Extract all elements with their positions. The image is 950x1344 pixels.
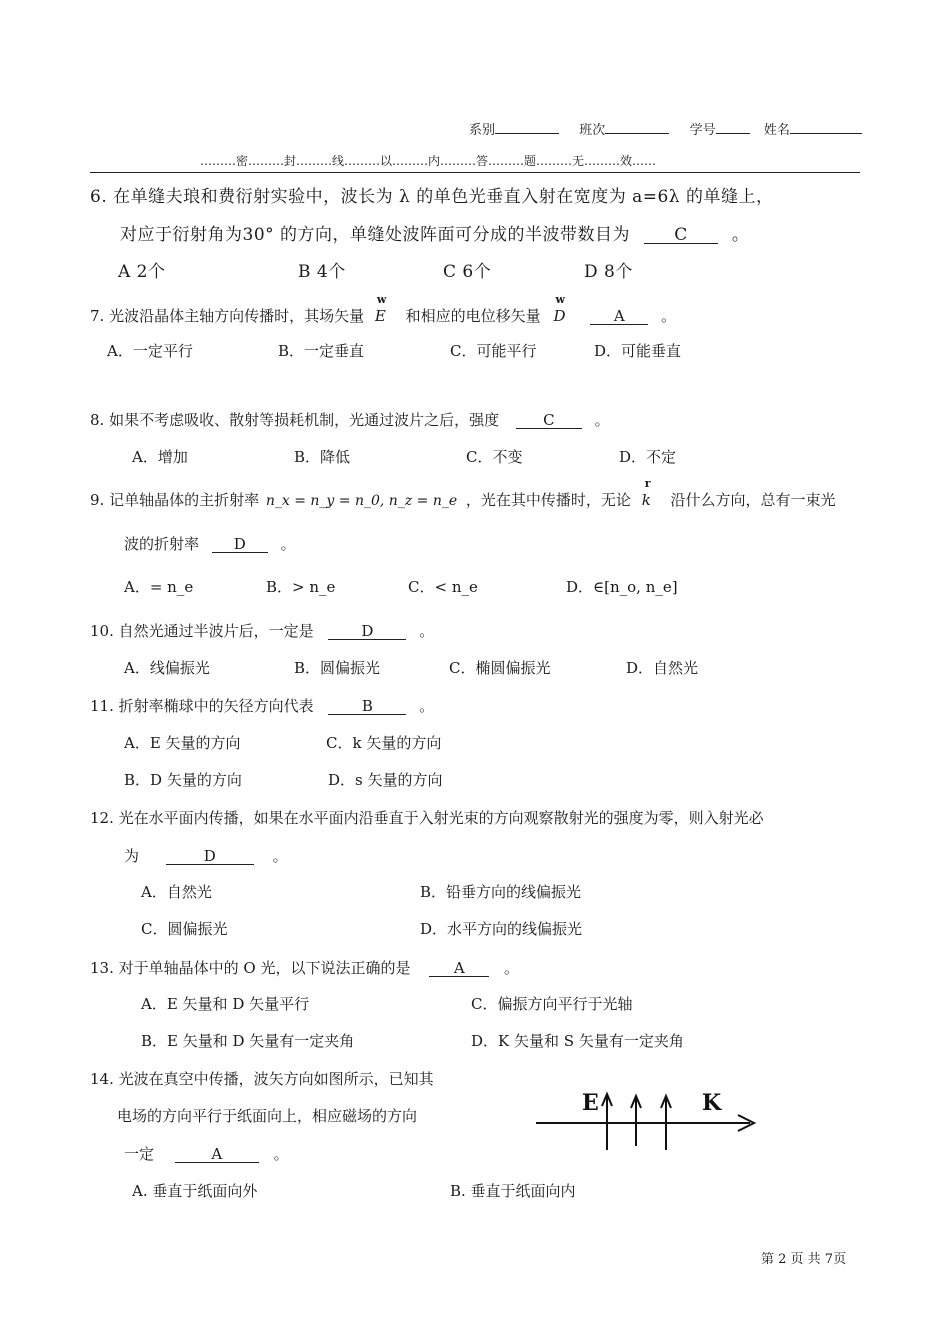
q8-line <box>90 409 610 430</box>
q10-option-b: B．圆偏振光 <box>294 659 381 677</box>
q14-line2: 电场的方向平行于纸面向上，相应磁场的方向 <box>117 1107 418 1125</box>
id-blank <box>716 118 750 134</box>
q10-answer: D <box>328 623 406 640</box>
q13-option-d: D．K 矢量和 S 矢量有一定夹角 <box>471 1032 684 1050</box>
q9-end: 。 <box>280 535 296 553</box>
q9-vector-k-symbol: k <box>641 491 651 509</box>
q10-option-a: A．线偏振光 <box>124 659 210 677</box>
q6-end: 。 <box>731 225 750 245</box>
q11-line <box>90 695 434 716</box>
q7-option-d: D．可能垂直 <box>594 342 682 360</box>
q11-end: 。 <box>419 697 435 715</box>
q11-option-a: A．E 矢量的方向 <box>124 734 241 752</box>
q7-option-b: B．一定垂直 <box>278 342 365 360</box>
q12-option-d: D．水平方向的线偏振光 <box>420 920 583 938</box>
q14-option-b: B. 垂直于纸面向内 <box>450 1182 576 1200</box>
q9-text-post: 沿什么方向，总有一束光 <box>670 491 836 509</box>
q7-answer: A <box>590 308 648 325</box>
q9-vector-k-arrow: r <box>644 477 651 490</box>
q12-option-c: C．圆偏振光 <box>141 920 228 938</box>
q10-text: 10. 自然光通过半波片后，一定是 <box>90 622 314 640</box>
page-number: 第 2 页 共 7页 <box>761 1252 847 1267</box>
q11-option-b: B．D 矢量的方向 <box>124 771 242 789</box>
dept-label: 系别 <box>469 123 496 138</box>
q14-end: 。 <box>273 1145 289 1163</box>
header-fields <box>469 118 862 138</box>
name-blank <box>790 118 862 134</box>
q9-option-a: A．= n_e <box>124 578 194 596</box>
q8-end: 。 <box>594 411 610 429</box>
q9-option-c: C．< n_e <box>408 578 478 596</box>
q13-text: 13. 对于单轴晶体中的 O 光，以下说法正确的是 <box>90 959 411 977</box>
q12-option-a: A．自然光 <box>141 883 212 901</box>
q7-vector-e-arrow: w <box>376 293 387 306</box>
q7-text-pre: 7. 光波沿晶体主轴方向传播时，其场矢量 <box>90 307 365 325</box>
q13-answer: A <box>429 960 489 977</box>
q9-answer: D <box>212 536 268 553</box>
q11-answer: B <box>328 698 406 715</box>
q7-text-mid: 和相应的电位移矢量 <box>405 307 541 325</box>
q10-option-d: D．自然光 <box>626 659 699 677</box>
q10-line <box>90 620 434 641</box>
q8-option-b: B．降低 <box>294 448 351 466</box>
q7-option-c: C．可能平行 <box>450 342 537 360</box>
q8-option-a: A．增加 <box>132 448 188 466</box>
figure-label-e: E <box>582 1090 599 1116</box>
q7-vector-d-symbol: D <box>553 307 566 325</box>
q6-option-d: D 8个 <box>584 262 633 282</box>
q14-answer: A <box>175 1146 259 1163</box>
q9-formula: n_x = n_y = n_0, n_z = n_e <box>265 493 458 509</box>
q10-end: 。 <box>419 622 435 640</box>
q8-option-c: C．不变 <box>466 448 523 466</box>
figure-label-k: K <box>702 1090 722 1116</box>
q6-option-a: A 2个 <box>118 262 166 282</box>
name-label: 姓名 <box>763 123 790 138</box>
q9-text-mid: ，光在其中传播时，无论 <box>465 491 631 509</box>
q6-option-c: C 6个 <box>443 262 492 282</box>
q12-end: 。 <box>272 847 288 865</box>
q13-option-b: B．E 矢量和 D 矢量有一定夹角 <box>141 1032 355 1050</box>
q6-answer: C <box>644 227 718 244</box>
q12-line1: 12. 光在水平面内传播，如果在水平面内沿垂直于入射光束的方向观察散射光的强度为零，则入射光必 <box>90 809 764 827</box>
q12-option-b: B．铅垂方向的线偏振光 <box>420 883 582 901</box>
q13-line <box>90 957 519 978</box>
q7-vector-d <box>553 293 573 325</box>
q8-answer: C <box>516 412 582 429</box>
q6-line2-text: 对应于衍射角为30° 的方向，单缝处波阵面可分成的半波带数目为 <box>120 225 631 245</box>
wave-vector-figure <box>530 1082 770 1158</box>
dept-blank <box>495 118 559 134</box>
q9-line2 <box>124 533 296 554</box>
seal-line-text: ………密………封………线………以………内………答………题………无………效…… <box>200 154 657 168</box>
id-label: 学号 <box>689 123 716 138</box>
q6-option-b: B 4个 <box>298 262 346 282</box>
q14-line3 <box>124 1143 289 1164</box>
q9-option-b: B．> n_e <box>266 578 336 596</box>
q9-line1 <box>90 477 836 510</box>
header-rule <box>90 172 860 173</box>
q12-line2-text: 为 <box>124 847 140 865</box>
q11-text: 11. 折射率椭球中的矢径方向代表 <box>90 697 314 715</box>
q7-option-a: A．一定平行 <box>107 342 193 360</box>
q8-text: 8. 如果不考虑吸收、散射等损耗机制，光通过波片之后，强度 <box>90 411 500 429</box>
q14-line1: 14. 光波在真空中传播，波矢方向如图所示，已知其 <box>90 1070 434 1088</box>
q9-vector-k <box>641 477 658 509</box>
q7-vector-e-symbol: E <box>374 307 386 325</box>
q7-end: 。 <box>661 307 677 325</box>
q12-line2 <box>124 845 288 866</box>
q13-end: 。 <box>504 959 520 977</box>
q10-option-c: C．椭圆偏振光 <box>449 659 551 677</box>
q14-option-a: A. 垂直于纸面向外 <box>132 1182 258 1200</box>
q8-option-d: D．不定 <box>619 448 677 466</box>
class-label: 班次 <box>579 123 606 138</box>
q11-option-d: D．s 矢量的方向 <box>328 771 443 789</box>
q9-option-d: D．∈[n_o, n_e] <box>566 578 678 596</box>
q11-option-c: C．k 矢量的方向 <box>326 734 442 752</box>
q9-line2-text: 波的折射率 <box>124 535 200 553</box>
q6-line1: 6. 在单缝夫琅和费衍射实验中，波长为 λ 的单色光垂直入射在宽度为 a=6λ 的单缝上， <box>90 187 774 207</box>
q9-text-pre: 9. 记单轴晶体的主折射率 <box>90 491 260 509</box>
class-blank <box>605 118 669 134</box>
q6-line2 <box>120 220 749 245</box>
q13-option-c: C．偏振方向平行于光轴 <box>471 995 633 1013</box>
q7-vector-d-arrow: w <box>555 293 565 306</box>
q13-option-a: A．E 矢量和 D 矢量平行 <box>141 995 310 1013</box>
q12-answer: D <box>166 848 254 865</box>
q7-vector-e <box>374 293 395 325</box>
q7-line <box>90 293 677 326</box>
q14-line3-text: 一定 <box>124 1145 155 1163</box>
